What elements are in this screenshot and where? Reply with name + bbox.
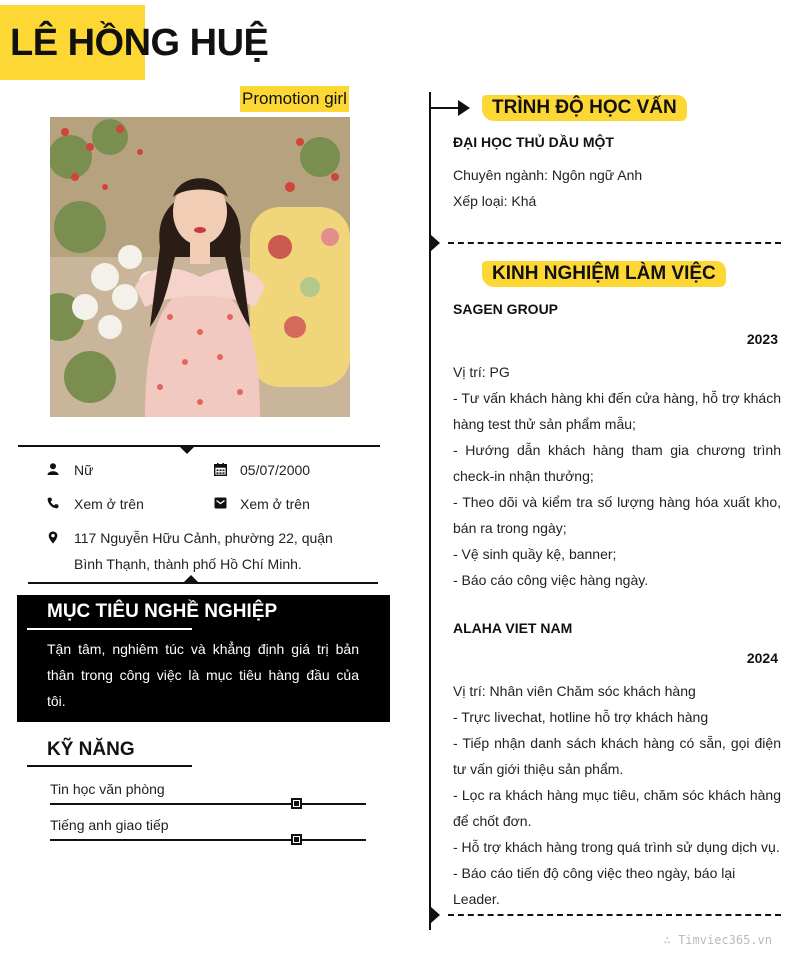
skill-level-knob	[291, 834, 302, 845]
phone-icon	[46, 496, 60, 510]
job-line: Vị trí: PG	[453, 364, 510, 380]
education-major: Chuyên ngành: Ngôn ngữ Anh	[453, 167, 643, 183]
job-company: SAGEN GROUP	[453, 301, 559, 317]
objective-text	[47, 636, 359, 714]
birthday-value: 05/07/2000	[240, 462, 311, 478]
experience-title: KINH NGHIỆM LÀM VIỆC	[482, 261, 726, 287]
phone-value: Xem ở trên	[74, 496, 144, 512]
sparkle-icon: ∴	[663, 933, 679, 947]
job-line: - Lọc ra khách hàng mục tiêu, chăm sóc khách hàng	[453, 787, 781, 803]
section-divider	[448, 914, 781, 916]
timeline-arrow-shaft	[431, 107, 461, 109]
email-icon	[213, 496, 227, 510]
email-value: Xem ở trên	[240, 496, 310, 512]
job-line: - Hướng dẫn khách hàng tham gia chương trình	[453, 442, 781, 458]
skill-name: Tin học văn phòng	[50, 781, 165, 797]
job-year: 2023	[746, 331, 778, 347]
job-line: - Theo dõi và kiểm tra số lượng hàng hóa xuất kho,	[453, 494, 781, 510]
job-line: - Vệ sinh quầy kệ, banner;	[453, 546, 617, 562]
address-line-1: 117 Nguyễn Hữu Cảnh, phường 22, quận	[74, 530, 333, 546]
school-name: ĐẠI HỌC THỦ DẦU MỘT	[453, 134, 614, 150]
skill-level-knob	[291, 798, 302, 809]
job-line: để chốt đơn.	[453, 813, 532, 829]
skill-bar	[50, 803, 366, 805]
job-title: Promotion girl	[240, 86, 349, 112]
job-line: - Tư vấn khách hàng khi đến cửa hàng, hỗ trợ khách	[453, 390, 781, 406]
info-top-divider	[18, 445, 380, 447]
job-year: 2024	[746, 650, 778, 666]
map-pin-icon	[46, 530, 60, 544]
education-details	[453, 162, 781, 214]
arrow-right-icon	[458, 100, 470, 116]
watermark	[664, 933, 772, 947]
objective-line: Tận tâm, nghiêm túc và khẳng định giá trị bản	[47, 641, 359, 657]
info-bottom-divider	[28, 582, 378, 584]
job-line: check-in nhận thưởng;	[453, 468, 594, 484]
job-line: Vị trí: Nhân viên Chăm sóc khách hàng	[453, 683, 696, 699]
objective-line: tôi.	[47, 693, 66, 709]
timeline-marker	[431, 907, 440, 923]
objective-title: MỤC TIÊU NGHỀ NGHIỆP	[47, 601, 278, 622]
candidate-name: LÊ HỒNG HUỆ	[10, 22, 269, 64]
job-line: - Báo cáo công việc hàng ngày.	[453, 572, 649, 588]
skills-title-underline	[27, 765, 192, 767]
profile-photo	[50, 117, 350, 417]
timeline-marker	[431, 235, 440, 251]
job-line: hàng test thử sản phẩm mẫu;	[453, 416, 636, 432]
watermark-text: Timviec365.vn	[678, 933, 772, 947]
education-title: TRÌNH ĐỘ HỌC VẤN	[482, 95, 687, 121]
job-line: tư vấn giới thiệu sản phẩm.	[453, 761, 624, 777]
divider-pointer-down	[179, 446, 195, 454]
calendar-icon	[213, 462, 227, 476]
section-divider	[448, 242, 781, 244]
job-line: - Tiếp nhận danh sách khách hàng có sẵn, gọi điện	[453, 735, 781, 751]
user-icon	[46, 462, 60, 476]
objective-title-underline	[27, 628, 192, 630]
job-line: - Hỗ trợ khách hàng trong quá trình sử dụng dịch vụ.	[453, 839, 780, 855]
job-description	[453, 678, 781, 912]
education-rank: Xếp loại: Khá	[453, 193, 537, 209]
gender-value: Nữ	[74, 462, 94, 478]
skills-title: KỸ NĂNG	[47, 739, 135, 760]
skill-name: Tiếng anh giao tiếp	[50, 817, 169, 833]
address-line-2: Bình Thạnh, thành phố Hồ Chí Minh.	[74, 556, 302, 572]
timeline-line	[429, 92, 431, 930]
job-line: bán ra trong ngày;	[453, 520, 567, 536]
skill-bar	[50, 839, 366, 841]
portrait-illustration	[50, 117, 350, 417]
job-line: - Trực livechat, hotline hỗ trợ khách hàng	[453, 709, 709, 725]
job-description	[453, 359, 781, 593]
objective-line: thân trong công việc là mục tiêu hàng đầu của	[47, 667, 359, 683]
job-line: - Báo cáo tiến độ công việc theo ngày, báo lại Leader.	[453, 865, 736, 907]
job-company: ALAHA VIET NAM	[453, 620, 573, 636]
